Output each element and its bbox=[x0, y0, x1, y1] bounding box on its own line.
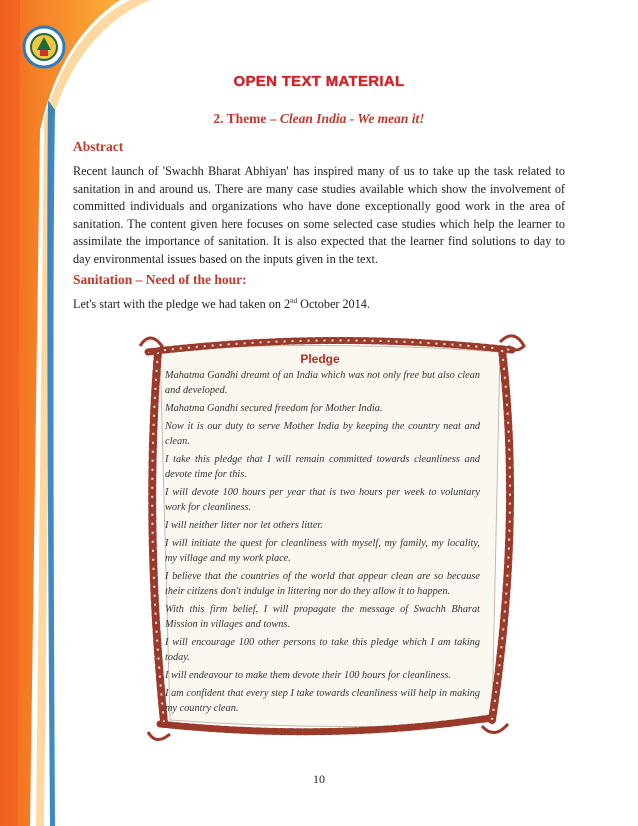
pledge-line: Now it is our duty to serve Mother India by keeping the country neat and clean. bbox=[165, 421, 480, 447]
pledge-line: Mahatma Gandhi dreamt of an India which was not only free but also clean and developed. bbox=[165, 370, 480, 396]
pledge-line: I will devote 100 hours per year that is two hours per week to voluntary work for cleanliness. bbox=[165, 487, 480, 513]
pledge-intro bbox=[73, 297, 370, 312]
pledge-line: I am confident that every step I take towards cleanliness will help in making my country clean. bbox=[165, 688, 480, 715]
pledge-title: Pledge bbox=[300, 352, 340, 366]
pledge-line: I will encourage 100 other persons to take this pledge which I am taking today. bbox=[165, 637, 480, 664]
pledge-line: Mahatma Gandhi secured freedom for Mother India. bbox=[165, 403, 383, 414]
pledge-line: I will endeavour to make them devote their 100 hours for cleanliness. bbox=[165, 670, 451, 682]
pledge-line: With this firm belief, I will propagate the message of Swachh Bharat Mission in villages and towns. bbox=[165, 604, 480, 631]
pledge-line: I take this pledge that I will remain committed towards cleanliness and devote time for this. bbox=[165, 454, 480, 480]
abstract-heading: Abstract bbox=[73, 139, 124, 154]
page-number: 10 bbox=[313, 772, 325, 786]
theme-prefix: 2. Theme – bbox=[213, 111, 280, 126]
page-title: OPEN TEXT MATERIAL bbox=[233, 73, 405, 90]
pledge-line: I will neither litter nor let others litter. bbox=[165, 520, 323, 532]
theme-italic: Clean India - We mean it! bbox=[279, 111, 425, 126]
abstract-body: Recent launch of 'Swachh Bharat Abhiyan' has inspired many of us to take up the task related to sanitation in and around us. There are many case studies available which show the involvement of committed individuals and organizations who have done exceptionally good work in the area of sanitation. The content given here focuses on some selected case studies which help the learner to assimilate the importance of sanitation. It is also expected that the learner find solutions to day to day environmental issues based on the inputs given in the text. bbox=[73, 164, 565, 266]
emblem-icon bbox=[22, 22, 66, 72]
pledge-line: I will initiate the quest for cleanliness with myself, my family, my locality, my village and my work place. bbox=[165, 538, 480, 565]
theme-heading bbox=[70, 111, 568, 127]
pledge-line: I believe that the countries of the world that appear clean are so because their citizens don't indulge in littering nor do they allow it to happen. bbox=[165, 571, 480, 598]
pledge-intro-sup: nd bbox=[290, 297, 298, 305]
pledge-lines bbox=[165, 369, 480, 720]
sanitation-heading: Sanitation – Need of the hour: bbox=[73, 272, 247, 287]
pledge-intro-text: Let's start with the pledge we had taken on 2 bbox=[73, 297, 291, 312]
pledge-intro-date: October 2014. bbox=[297, 297, 370, 312]
